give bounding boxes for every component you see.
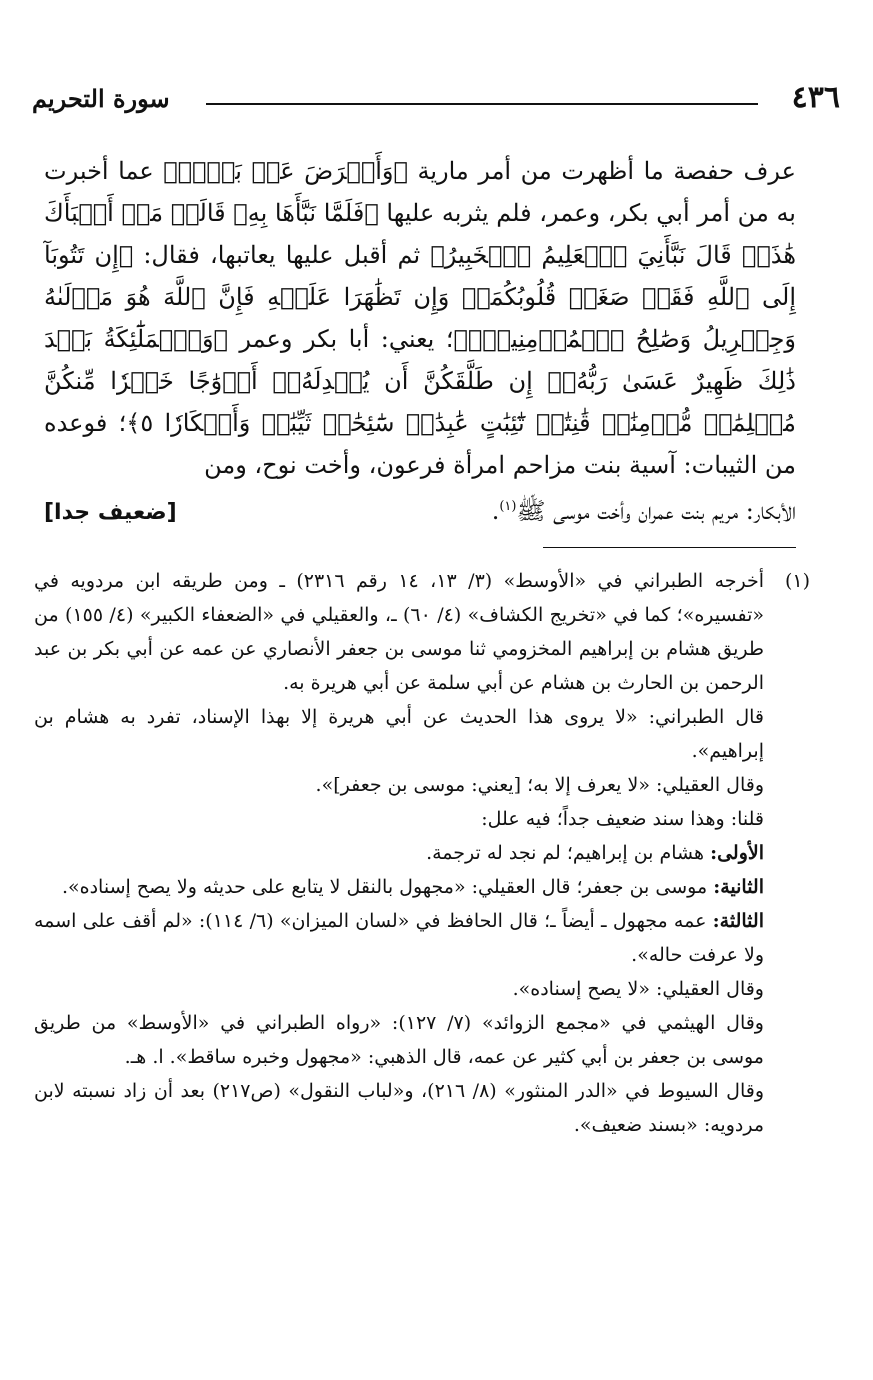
- footnote-paragraph: وقال السيوط في «الدر المنثور» (٨/ ٢١٦)، و«لباب النقول» (ص٢١٧) بعد أن زاد نسبته لابن مردويه: «بسند ضعيف».: [34, 1080, 765, 1136]
- main-text: [44, 150, 796, 534]
- footnote-paragraph: قلنا: وهذا سند ضعيف جداً؛ فيه علل:: [481, 808, 764, 830]
- footnote-paragraph: وقال العقيلي: «لا يعرف إلا به؛ [يعني: موسى بن جعفر]».: [315, 774, 764, 796]
- page-header: [32, 80, 840, 120]
- footnote-paragraph: أخرجه الطبراني في «الأوسط» (٣/ ١٣، ١٤ رقم ٢٣١٦) ـ ومن طريقه ابن مردويه في «تفسيره»؛ كما في «تخريج الكشاف» (٤/ ٦٠) ـ، والعقيلي في «الضعفاء الكبير» (٤/ ١٥٥) من طريق هشام بن إبراهيم المخزومي ثنا موسى بن جعفر الأنصاري عن عمه عن أبي بكر بن عبد الرحمن بن الحارث بن هشام عن أبي سلمة عن أبي هريرة به.: [34, 570, 765, 694]
- footnote-ref[interactable]: (١): [499, 499, 517, 514]
- defect-text: موسى بن جعفر؛ قال العقيلي: «مجهول بالنقل لا يتابع على حديثه ولا يصح إسناده».: [61, 876, 708, 898]
- defect-label: الأولى:: [710, 842, 764, 864]
- main-paragraph: عرف حفصة ما أظهرت من أمر مارية ﴿وَأَعۡرَضَ عَنۢ بَعۡضٖ﴾ عما أخبرت به من أمر أبي بكر، وعمر، فلم يثربه عليها ﴿فَلَمَّا نَبَّأَهَا بِهِۦ قَالَتۡ مَنۡ أَنۢبَأَكَ هَٰذَاۖ قَالَ نَبَّأَنِيَ ٱلۡعَلِيمُ ٱلۡخَبِيرُ﴾ ثم أقبل عليها يعاتبها، فقال: ﴿إِن تَتُوبَآ إِلَى ٱللَّهِ فَقَدۡ صَغَتۡ قُلُوبُكُمَاۖ وَإِن تَظَٰهَرَا عَلَيۡهِ فَإِنَّ ٱللَّهَ هُوَ مَوۡلَىٰهُ وَجِبۡرِيلُ وَصَٰلِحُ ٱلۡمُؤۡمِنِينَۖ﴾؛ يعني: أبا بكر وعمر ﴿وَٱلۡمَلَٰٓئِكَةُ بَعۡدَ ذَٰلِكَ ظَهِيرٌ عَسَىٰ رَبُّهُۥٓ إِن طَلَّقَكُنَّ أَن يُبۡدِلَهُۥٓ أَزۡوَٰجًا خَيۡرٗا مِّنكُنَّ مُسۡلِمَٰتٖ مُّؤۡمِنَٰتٖ قَٰنِتَٰتٖ تَٰٓئِبَٰتٍ عَٰبِدَٰتٖ سَٰٓئِحَٰتٖ ثَيِّبَٰتٖ وَأَبۡكَارٗا ٥﴾؛ فوعده من الثيبات: آسية بنت مزاحم امرأة فرعون، وأخت نوح، ومن: [44, 157, 797, 479]
- footnote-separator: [543, 547, 796, 548]
- main-paragraph-end: [492, 486, 796, 532]
- footnote-paragraph: قال الطبراني: «لا يروى هذا الحديث عن أبي هريرة إلا بهذا الإسناد، تفرد به هشام بن إبراهيم».: [34, 706, 764, 762]
- footnotes: [34, 564, 810, 1142]
- defect-text: عمه مجهول ـ أيضاً ـ؛ قال الحافظ في «لسان الميزان» (٦/ ١١٤): «لم أقف على اسمه ولا عرفت حاله».: [34, 910, 764, 966]
- page-number: ٤٣٦: [791, 80, 840, 115]
- defect-text: هشام بن إبراهيم؛ لم نجد له ترجمة.: [426, 842, 705, 864]
- footnote-entry: [34, 564, 810, 1142]
- hadith-grade: [ضعيف جدا]: [44, 500, 177, 525]
- main-paragraph-last: الأبكار: مريم بنت عمران وأخت موسى ﷺ: [516, 497, 796, 525]
- full-stop: .: [491, 497, 500, 525]
- footnote-paragraph: وقال الهيثمي في «مجمع الزوائد» (٧/ ١٢٧): «رواه الطبراني في «الأوسط» من طريق موسى بن جعفر بن أبي كثير عن عمه، قال الذهبي: «مجهول وخبره ساقط». ا. هـ.: [34, 1012, 764, 1068]
- last-line: [44, 486, 796, 534]
- defect-note: [34, 904, 764, 972]
- surah-title: سورة التحريم: [32, 84, 170, 113]
- footnote-number: (١): [784, 570, 810, 592]
- footnote-body: [34, 564, 764, 1142]
- defect-label: الثالثة:: [712, 910, 764, 932]
- header-rule: [206, 103, 758, 105]
- footnote-paragraph: وقال العقيلي: «لا يصح إسناده».: [512, 978, 764, 1000]
- defect-note: [34, 836, 764, 870]
- defect-label: الثانية:: [713, 876, 764, 898]
- defect-note: [34, 870, 764, 904]
